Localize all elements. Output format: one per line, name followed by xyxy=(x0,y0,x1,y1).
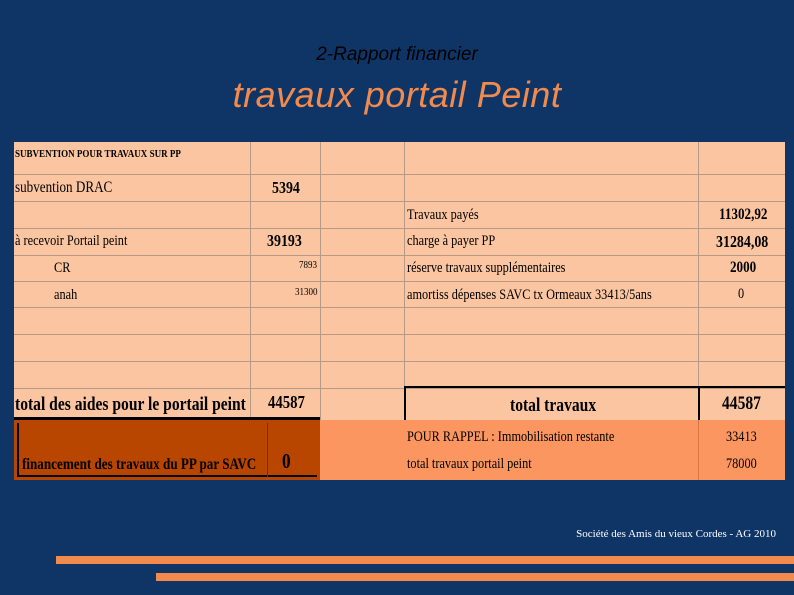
grid-line xyxy=(14,255,785,256)
total-travaux-border-top xyxy=(404,386,785,388)
slide-subtitle: 2-Rapport financier xyxy=(316,44,478,65)
rappel-divider xyxy=(698,420,699,480)
grid-line xyxy=(14,361,785,362)
footer-bar-top xyxy=(56,556,794,564)
total-portail-label: total travaux portail peint xyxy=(407,456,532,472)
total-travaux-value: 44587 xyxy=(722,393,761,414)
financement-border xyxy=(17,423,19,477)
left-row-value: 5394 xyxy=(272,178,300,197)
grid-line xyxy=(14,174,785,175)
table-header: SUBVENTION POUR TRAVAUX SUR PP xyxy=(15,148,181,160)
grid-line xyxy=(404,142,405,390)
right-row-value: 2000 xyxy=(730,259,757,276)
slide-footer: Société des Amis du vieux Cordes - AG 2010 xyxy=(576,528,776,540)
grid-line xyxy=(14,201,785,202)
total-travaux-border-left xyxy=(404,386,406,420)
left-row-label: à recevoir Portail peint xyxy=(15,233,128,249)
rappel-label: POUR RAPPEL : Immobilisation restante xyxy=(407,429,615,445)
total-travaux-label: total travaux xyxy=(510,395,597,416)
total-aides-value: 44587 xyxy=(268,392,305,412)
right-row-label: Travaux payés xyxy=(407,207,479,223)
left-row-label: subvention DRAC xyxy=(15,179,113,196)
right-row-value: 11302,92 xyxy=(719,206,768,223)
right-row-value: 0 xyxy=(738,286,745,302)
left-row-label: anah xyxy=(54,287,78,303)
financement-divider xyxy=(267,423,268,477)
left-row-label: CR xyxy=(54,260,71,276)
grid-line xyxy=(14,281,785,282)
right-row-label: charge à payer PP xyxy=(407,233,496,249)
total-aides-label: total des aides pour le portail peint xyxy=(15,394,246,415)
financement-value: 0 xyxy=(282,449,291,473)
grid-line xyxy=(14,228,785,229)
financial-table xyxy=(14,142,785,480)
total-portail-value: 78000 xyxy=(726,456,757,472)
right-row-value: 31284,08 xyxy=(716,232,769,251)
financement-border xyxy=(17,475,317,477)
rappel-value: 33413 xyxy=(726,429,757,445)
left-row-value: 7893 xyxy=(299,259,318,271)
right-row-label: réserve travaux supplémentaires xyxy=(407,260,566,276)
grid-line xyxy=(14,388,785,389)
grid-line xyxy=(14,334,785,335)
financement-label: financement des travaux du PP par SAVC xyxy=(22,456,257,473)
left-row-value: 31300 xyxy=(295,286,318,298)
total-travaux-border-mid xyxy=(698,386,700,420)
right-row-label: amortiss dépenses SAVC tx Ormeaux 33413/5ans xyxy=(407,287,652,303)
left-row-value: 39193 xyxy=(267,231,302,250)
grid-line xyxy=(14,307,785,308)
footer-bar-bottom xyxy=(156,573,794,581)
slide-title: travaux portail Peint xyxy=(232,74,562,115)
